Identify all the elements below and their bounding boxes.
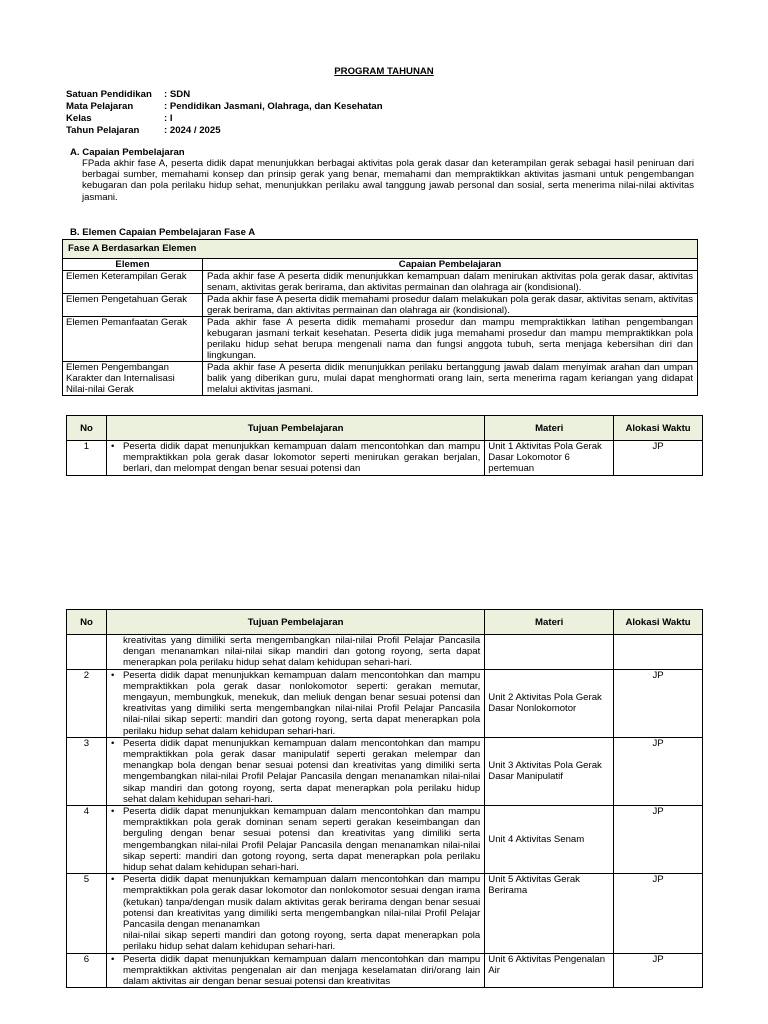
identity-value: : 2024 / 2025 bbox=[164, 125, 221, 136]
elemen-capaian: Pada akhir fase A peserta didik memahami prosedur dan mampu mempraktikkan latihan pengembangan kebugaran jasmani terkait kesehatan. Peserta didik juga memahami prosedur dan mampu mempraktikkan pola perilaku hidup sehat berupa mengenali nama dan fungsi anggota tubuh, serta menjaga kebersihan diri dan lingkungan. bbox=[203, 317, 698, 362]
capaian-paragraph: FPada akhir fase A, peserta didik dapat menunjukkan berbagai aktivitas pola gerak dasar dan keterampilan gerak sebagai hasil peniruan dari berbagai sumber, memahami konsep dan prinsip gerak yang benar, memahami dan mempraktikkan aktivitas jasmani untuk pengembangan kebugaran dan pola perilaku hidup sehat, menunjukkan perilaku awal tanggung jawab personal dan sosial, serta menerima nilai-nilai aktivitas jasmani. bbox=[82, 158, 694, 203]
bullet-item bbox=[111, 738, 480, 805]
identity-label: Satuan Pendidikan bbox=[66, 89, 152, 100]
elemen-capaian: Pada akhir fase A peserta didik menunjukkan kemampuan dalam menirukan aktivitas pola gerak dasar, aktivitas senam, aktivitas gerak berirama, dan aktivitas permainan dan olahraga air (kondisional). bbox=[203, 271, 698, 294]
materi-text: Unit 6 Aktivitas Pengenalan Air bbox=[485, 953, 614, 988]
alokasi-text: JP bbox=[614, 737, 703, 805]
materi-text: Unit 2 Aktivitas Pola Gerak Dasar Nonlokomotor bbox=[485, 669, 614, 737]
row-number: 4 bbox=[67, 806, 107, 874]
materi-text bbox=[485, 635, 614, 670]
tujuan-cell bbox=[106, 953, 484, 988]
row-number: 5 bbox=[67, 874, 107, 953]
row-number: 1 bbox=[67, 441, 107, 476]
elemen-row bbox=[63, 294, 698, 317]
column-header-elemen: Elemen bbox=[63, 259, 203, 271]
identity-row bbox=[66, 89, 666, 101]
identity-row bbox=[66, 113, 666, 125]
materi-text: Unit 1 Aktivitas Pola Gerak Dasar Lokomotor 6 pertemuan bbox=[485, 441, 614, 476]
identity-label: Kelas bbox=[66, 113, 92, 124]
table-row bbox=[67, 953, 703, 988]
row-number: 6 bbox=[67, 953, 107, 988]
bullet-icon: • bbox=[110, 806, 115, 818]
tujuan-table-1 bbox=[66, 415, 703, 476]
identity-value: : I bbox=[164, 113, 173, 124]
elemen-name: Elemen Keterampilan Gerak bbox=[63, 271, 203, 294]
bullet-item bbox=[111, 441, 480, 475]
bullet-icon: • bbox=[110, 874, 115, 886]
elemen-capaian: Pada akhir fase A peserta didik menunjukkan perilaku bertanggung jawab dalam menyimak arahan dan umpan balik yang diberikan guru, mulai dapat menghormati orang lain, serta menerima ragam keriangan yang didapat melalui aktivitas jasmani. bbox=[203, 362, 698, 396]
alokasi-text: JP bbox=[614, 669, 703, 737]
elemen-table bbox=[62, 239, 698, 396]
table-row bbox=[67, 737, 703, 805]
tujuan-text: Peserta didik dapat menunjukkan kemampuan dalam mencontohkan dan mampu mempraktikkan pola gerak dominan senam seperti gerakan keseimbangan dan berguling dengan benar sesuai potensi dan kreativitas yang dimiliki serta mengembangkan nilai-nilai Profil Pelajar Pancasila dengan menanamkan nilai-nilai sikap seperti: mandiri dan gotong royong, serta dapat menerapkan pola perilaku hidup sehat dalam kehidupan sehari-hari. bbox=[122, 806, 481, 874]
tujuan-cell bbox=[106, 737, 484, 805]
identity-row bbox=[66, 125, 666, 137]
elemen-row bbox=[63, 362, 698, 396]
tujuan-text: Peserta didik dapat menunjukkan kemampuan dalam mencontohkan dan mampu mempraktikkan pola gerak dasar lokomotor dan nonlokomotor sesuai dengan irama (ketukan) tanpa/dengan musik dalam aktivitas gerak berirama dengan benar sesuai potensi dan kreativitas yang dimiliki serta mengembangkan nilai-nilai Profil Pelajar Pancasila dengan menanamkan bbox=[122, 874, 481, 931]
column-header-no: No bbox=[67, 416, 107, 441]
tujuan-continuation: kreativitas yang dimiliki serta mengembangkan nilai-nilai Profil Pelajar Pancasila dengan menanamkan nilai-nilai sikap mandiri dan gotong royong, serta dapat menerapkan pola perilaku hidup sehat dalam kehidupan sehari-hari. bbox=[122, 635, 481, 669]
row-number: 2 bbox=[67, 669, 107, 737]
identity-value: : Pendidikan Jasmani, Olahraga, dan Kesehatan bbox=[164, 101, 383, 112]
tujuan-continuation: nilai-nilai sikap seperti mandiri dan gotong royong, serta dapat menerapkan pola perilaku hidup sehat dalam kehidupan sehari-hari. bbox=[122, 930, 481, 953]
bullet-item bbox=[111, 670, 480, 737]
section-b-heading: B. Elemen Capaian Pembelajaran Fase A bbox=[70, 227, 256, 238]
column-header-alokasi: Alokasi Waktu bbox=[614, 610, 703, 635]
elemen-capaian: Pada akhir fase A peserta didik memahami prosedur dalam melakukan pola gerak dasar, aktivitas senam, aktivitas gerak berirama, dan aktivitas permainan dan olahraga air (kondisional). bbox=[203, 294, 698, 317]
column-header-tujuan: Tujuan Pembelajaran bbox=[106, 610, 484, 635]
bullet-icon: • bbox=[110, 953, 115, 965]
tujuan-text: Peserta didik dapat menunjukkan kemampuan dalam mencontohkan dan mampu mempraktikkan pola gerak dasar manipulatif seperti gerakan melempar dan menangkap bola dengan benar sesuai potensi dan kreativitas yang dimiliki serta mengembangkan nilai-nilai Profil Pelajar Pancasila dengan menanamkan nilai-nilai sikap mandiri dan gotong royong, serta dapat menerapkan pola perilaku hidup sehat dalam kehidupan sehari-hari. bbox=[122, 737, 481, 805]
table-row bbox=[67, 635, 703, 670]
elemen-name: Elemen Pengembangan Karakter dan Internalisasi Nilai-nilai Gerak bbox=[63, 362, 203, 396]
tujuan-text: Peserta didik dapat menunjukkan kemampuan dalam mencontohkan dan mampu mempraktikkan pola gerak dasar nonlokomotor seperti: gerakan memutar, mengayun, membungkuk, menekuk, dan meliuk dengan benar sesuai potensi dan kreativitas yang dimiliki serta mengembangkan nilai-nilai Profil Pelajar Pancasila nilai-nilai sikap seperti: mandiri dan gotong royong, serta dapat menerapkan pola perilaku hidup sehat dalam kehidupan sehari-hari. bbox=[122, 669, 481, 737]
column-header-materi: Materi bbox=[485, 610, 614, 635]
materi-text: Unit 3 Aktivitas Pola Gerak Dasar Manipulatif bbox=[485, 737, 614, 805]
identity-value: : SDN bbox=[164, 89, 191, 100]
alokasi-text: JP bbox=[614, 806, 703, 874]
table-row bbox=[67, 806, 703, 874]
tujuan-text: Peserta didik dapat menunjukkan kemampuan dalam mencontohkan dan mampu mempraktikkan pola gerak dasar lokomotor seperti menirukan gerakan berjalan, berlari, dan melompat dengan benar sesuai potensi dan bbox=[122, 441, 481, 475]
tujuan-table-2 bbox=[66, 609, 703, 988]
identity-label: Mata Pelajaran bbox=[66, 101, 134, 112]
bullet-icon: • bbox=[110, 669, 115, 681]
table-row bbox=[67, 669, 703, 737]
tujuan-cell bbox=[106, 874, 484, 953]
tujuan-text: Peserta didik dapat menunjukkan kemampuan dalam mencontohkan dan mampu mempraktikkan aktivitas pengenalan air dan menjaga keselamatan diri/orang lain dalam aktivitas air dengan benar sesuai potensi dan kreativitas bbox=[122, 953, 481, 988]
alokasi-text: JP bbox=[614, 441, 703, 476]
tujuan-cell bbox=[106, 635, 484, 670]
elemen-table-title: Fase A Berdasarkan Elemen bbox=[63, 240, 698, 259]
alokasi-text: JP bbox=[614, 874, 703, 953]
identity-label: Tahun Pelajaran bbox=[66, 125, 140, 136]
tujuan-cell bbox=[106, 669, 484, 737]
table-row bbox=[67, 874, 703, 953]
bullet-item bbox=[111, 954, 480, 988]
row-number: 3 bbox=[67, 737, 107, 805]
tujuan-cell bbox=[106, 806, 484, 874]
tujuan-cell bbox=[106, 441, 484, 476]
alokasi-text: JP bbox=[614, 953, 703, 988]
identity-block bbox=[66, 89, 666, 137]
elemen-row bbox=[63, 271, 698, 294]
identity-row bbox=[66, 101, 666, 113]
materi-text: Unit 4 Aktivitas Senam bbox=[485, 806, 614, 874]
bullet-icon: • bbox=[110, 737, 115, 749]
column-header-materi: Materi bbox=[485, 416, 614, 441]
bullet-item bbox=[111, 874, 480, 930]
elemen-name: Elemen Pengetahuan Gerak bbox=[63, 294, 203, 317]
column-header-tujuan: Tujuan Pembelajaran bbox=[106, 416, 484, 441]
materi-text: Unit 5 Aktivitas Gerak Berirama bbox=[485, 874, 614, 953]
document-title: PROGRAM TAHUNAN bbox=[334, 66, 434, 77]
section-a-heading: A. Capaian Pembelajaran bbox=[70, 147, 185, 158]
column-header-alokasi: Alokasi Waktu bbox=[614, 416, 703, 441]
bullet-item bbox=[111, 806, 480, 873]
column-header-no: No bbox=[67, 610, 107, 635]
row-number bbox=[67, 635, 107, 670]
column-header-capaian: Capaian Pembelajaran bbox=[203, 259, 698, 271]
bullet-icon: • bbox=[110, 441, 115, 452]
elemen-name: Elemen Pemanfaatan Gerak bbox=[63, 317, 203, 362]
table-row bbox=[67, 441, 703, 476]
alokasi-text bbox=[614, 635, 703, 670]
elemen-row bbox=[63, 317, 698, 362]
